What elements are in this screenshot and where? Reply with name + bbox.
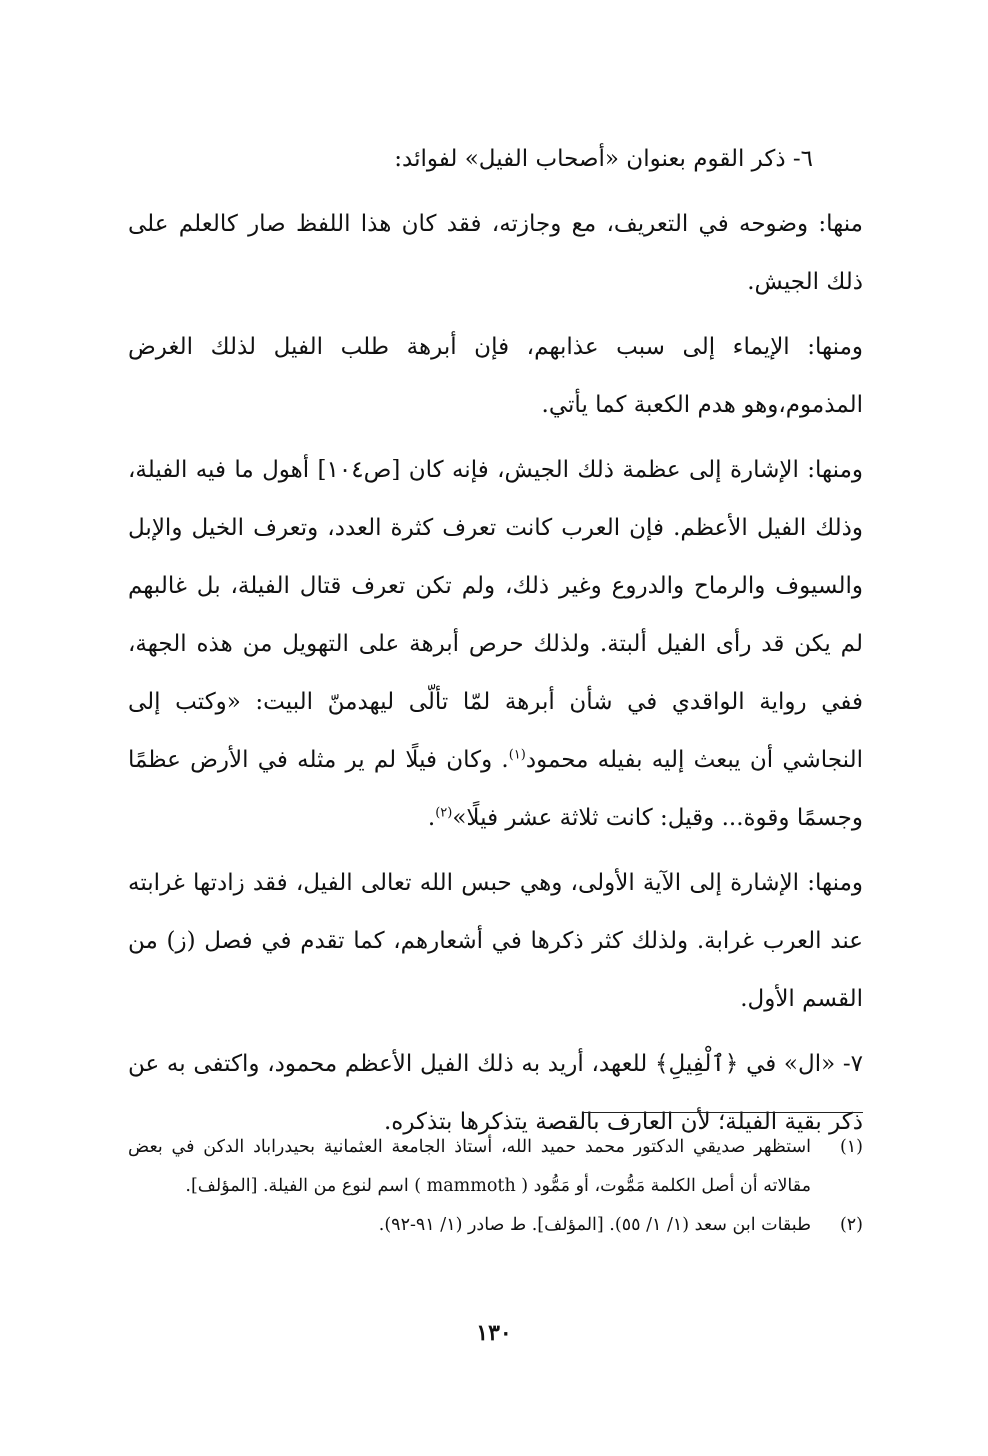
paragraph-army-greatness: ومنها: الإشارة إلى عظمة ذلك الجيش، فإنه كان [ص١٠٤] أهول ما فيه الفيلة، وذلك الفيل الأعظم. فإن العرب كانت تعرف كثرة العدد، وتعرف الخيل والإبل والسيوف والرماح والدروع وغير ذلك، ولم تكن تعرف قتال الفيلة، بل غالبهم لم يكن قد رأى الفيل ألبتة. ولذلك حرص أبرهة على التهويل من هذه الجهة، ففي رواية الواقدي في شأن أبرهة لمّا تألّى ليهدمنّ البيت: «وكتب إلى النجاشي أن يبعث إليه بفيله محمود$^{(١)}$. وكان فيلًا لم ير مثله في الأرض عظمًا وجسمًا وقوة... وقيل: كانت ثلاثة عشر فيلًا»$^{(٢)}$. bbox=[128, 457, 864, 831]
paragraph-first-sign: ومنها: الإشارة إلى الآية الأولى، وهي حبس الله تعالى الفيل، فقد زادتها غرابته عند العرب غرابة. ولذلك كثر ذكرها في أشعارهم، كما تقدم في فصل (ز) من القسم الأول. bbox=[128, 870, 863, 1012]
paragraph-army-greatness-part1: ومنها: الإشارة إلى عظمة ذلك الجيش، فإنه كان [ص١٠٤] أهول ما فيه الفيلة، وذلك الفيل الأعظم. فإن العرب كانت تعرف كثرة العدد، وتعرف الخيل والإبل والسيوف والرماح والدروع وغير ذلك، ولم تكن تعرف قتال الفيلة، بل غالبهم لم يكن قد رأى الفيل ألبتة. ولذلك حرص أبرهة على التهويل من هذه الجهة، ففي رواية الواقدي في شأن أبرهة لمّا تألّى ليهدمنّ البيت: «وكتب إلى النجاشي أن يبعث إليه بفيله محمود bbox=[128, 457, 864, 773]
footnotes bbox=[128, 1128, 863, 1245]
footnote-2 bbox=[128, 1206, 863, 1245]
footnote-2-marker: (٢) bbox=[839, 1215, 863, 1235]
paragraph-clarity: منها: وضوحه في التعريف، مع وجازته، فقد كان هذا اللفظ صار كالعلم على ذلك الجيش. bbox=[128, 211, 863, 295]
page-number: ١٣٠ bbox=[476, 1320, 512, 1346]
footnote-1-text bbox=[128, 1128, 811, 1206]
footnote-1-latin-word: mammoth bbox=[426, 1176, 516, 1196]
footnote-1-marker: (١) bbox=[839, 1137, 863, 1157]
footnote-ref-1[interactable]: (١) bbox=[508, 747, 526, 763]
footnote-1 bbox=[128, 1128, 863, 1206]
paragraph-cause-of-punishment: ومنها: الإيماء إلى سبب عذابهم، فإن أبرهة طلب الفيل لذلك الغرض المذموم،وهو هدم الكعبة كما يأتي. bbox=[128, 334, 863, 418]
footnote-1-text-before: استظهر صديقي الدكتور محمد حميد الله، أستاذ الجامعة العثمانية بحيدراباد الدكن في بعض مقالاته أن أصل الكلمة مَمُّوت، أو مَمُّود ( bbox=[128, 1137, 811, 1196]
footnote-separator bbox=[583, 1112, 863, 1113]
paragraph-army-greatness-part2: . وكان فيلًا لم ير مثله في الأرض عظمًا وجسمًا وقوة... وقيل: كانت ثلاثة عشر فيلًا» bbox=[128, 747, 863, 831]
main-text bbox=[128, 130, 863, 1158]
paragraph-6-heading: ٦- ذكر القوم بعنوان «أصحاب الفيل» لفوائد: bbox=[394, 146, 813, 172]
footnote-ref-2[interactable]: (٢) bbox=[435, 805, 453, 821]
paragraph-7-definite-article: ٧- «ال» في ﴿ٱلْفِيلِ﴾ للعهد، أريد به ذلك الفيل الأعظم محمود، واكتفى به عن ذكر بقية الفيلة؛ لأن العارف بالقصة يتذكرها بتذكره. bbox=[128, 1051, 863, 1135]
footnote-1-text-after: ) اسم لنوع من الفيلة. [المؤلف]. bbox=[185, 1176, 422, 1196]
footnote-2-text: طبقات ابن سعد (١/ ١/ ٥٥). [المؤلف]. ط صادر (١/ ٩١-٩٢). bbox=[378, 1215, 811, 1235]
